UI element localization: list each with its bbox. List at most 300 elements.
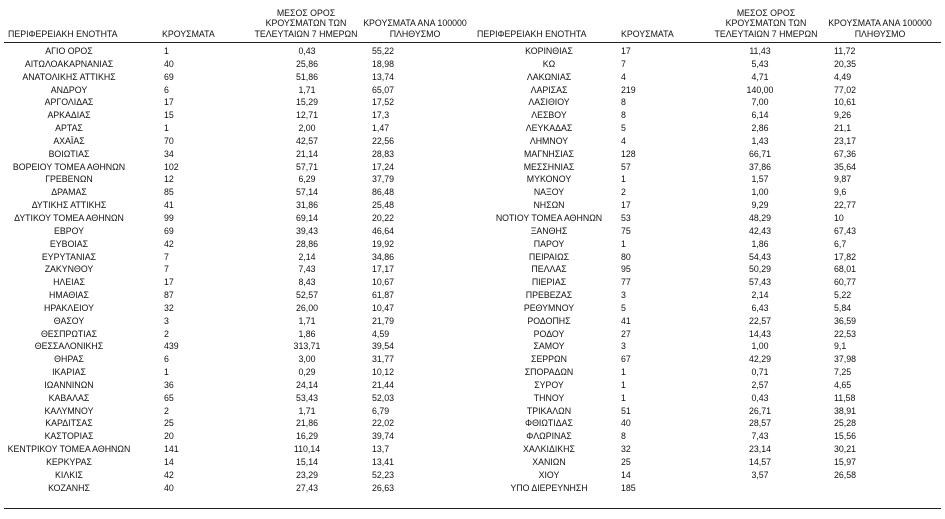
left-per100k-cell: 37,79 [372,174,395,185]
right-cases-cell: 17 [621,200,631,211]
left-per100k-cell: 28,83 [372,148,395,159]
left-region-cell: ΙΚΑΡΙΑΣ [52,367,86,378]
left-per100k-cell: 4,59 [372,328,390,339]
left-per100k-cell: 13,74 [372,71,395,82]
left-per100k-cell: 65,07 [372,84,395,95]
right-per100k-cell: 9,6 [834,187,847,198]
right-avg7-cell: 11,43 [749,46,771,56]
header-region-left: ΠΕΡΙΦΕΡΕΙΑΚΗ ΕΝΟΤΗΤΑ [8,28,118,39]
left-per100k-cell: 21,44 [372,379,395,390]
right-avg7-cell: 37,86 [748,161,771,172]
left-avg7-cell: 2,00 [298,123,316,134]
right-region-cell: ΦΘΙΩΤΙΔΑΣ [525,418,573,429]
left-cases-cell: 1 [164,46,169,56]
left-cases-cell: 40 [164,482,174,493]
header-per100k-right: ΚΡΟΥΣΜΑΤΑ ΑΝΑ 100000 ΠΛΗΘΥΣΜΟ [828,18,932,39]
right-cases-cell: 14 [621,469,631,480]
left-region-cell: ΙΩΑΝΝΙΝΩΝ [44,379,94,390]
left-cases-cell: 2 [164,328,169,339]
table-row [4,366,941,379]
right-avg7-cell: 48,29 [748,212,771,223]
right-avg7-cell: 50,29 [748,264,771,275]
right-per100k-cell: 25,28 [834,418,857,429]
right-avg7-cell: 0,43 [751,392,769,403]
right-per100k-cell: 15,56 [834,431,857,442]
left-per100k-cell: 52,23 [372,469,395,480]
table-row [4,289,941,302]
right-avg7-cell: 66,71 [748,148,771,159]
right-cases-cell: 219 [621,84,636,95]
table-row [4,225,941,238]
right-region-cell: ΤΡΙΚΑΛΩΝ [526,405,572,416]
table-row [4,392,941,405]
left-avg7-cell: 57,14 [295,187,318,198]
right-avg7-cell: 0,71 [751,367,769,378]
left-avg7-cell: 21,86 [295,418,318,429]
left-avg7-cell: 23,29 [295,469,318,480]
right-avg7-cell: 23,14 [748,444,771,455]
right-per100k-cell: 10 [834,212,844,223]
header-avg7-right: ΜΕΣΟΣ ΟΡΟΣ ΚΡΟΥΣΜΑΤΩΝ ΤΩΝ ΤΕΛΕΥΤΑΙΩΝ 7 ΗΜΕΡΩΝ [714,7,818,39]
left-per100k-cell: 1,47 [372,123,390,134]
right-per100k-cell: 9,87 [834,174,852,185]
left-cases-cell: 7 [164,264,169,275]
right-avg7-cell: 9,29 [751,200,769,211]
right-avg7-cell: 7,43 [751,431,769,442]
left-cases-cell: 32 [164,302,174,313]
right-cases-cell: 75 [621,225,631,236]
header-divider [4,42,941,43]
left-per100k-cell: 10,67 [372,277,395,288]
right-cases-cell: 2 [621,187,626,198]
table-row [4,173,941,186]
right-region-cell: ΦΛΩΡΙΝΑΣ [526,431,572,442]
right-cases-cell: 53 [621,212,631,223]
table-row [4,109,941,122]
right-cases-cell: 8 [621,97,626,108]
left-region-cell: ΚΕΝΤΡΙΚΟΥ ΤΟΜΕΑ ΑΘΗΝΩΝ [7,444,131,455]
right-per100k-cell: 22,77 [834,200,857,211]
right-cases-cell: 95 [621,264,631,275]
table-row [4,58,941,71]
table-row [4,430,941,443]
right-cases-cell: 4 [621,135,626,146]
left-cases-cell: 36 [164,379,174,390]
left-cases-cell: 69 [164,225,174,236]
right-avg7-cell: 2,14 [751,290,769,301]
right-avg7-cell: 42,29 [748,354,771,365]
right-per100k-cell: 11,58 [834,392,856,403]
left-per100k-cell: 17,17 [372,264,395,275]
right-per100k-cell: 68,01 [834,264,857,275]
left-region-cell: ΚΑΒΑΛΑΣ [48,392,90,403]
left-cases-cell: 14 [164,457,174,467]
left-cases-cell: 1 [164,367,169,378]
left-avg7-cell: 110,14 [293,444,321,455]
table-row [4,469,941,482]
table-row [4,199,941,212]
right-avg7-cell: 2,86 [751,123,769,134]
right-region-cell: ΝΟΤΙΟΥ ΤΟΜΕΑ ΑΘΗΝΩΝ [495,212,603,223]
left-region-cell: ΔΡΑΜΑΣ [51,187,87,198]
left-cases-cell: 6 [164,84,169,95]
left-cases-cell: 70 [164,135,174,146]
left-avg7-cell: 1,86 [298,328,316,339]
left-per100k-cell: 46,64 [372,225,395,236]
left-avg7-cell: 0,43 [298,46,316,56]
left-region-cell: ΕΒΡΟΥ [53,225,85,236]
left-per100k-cell: 17,24 [372,161,395,172]
left-region-cell: ΘΕΣΣΑΛΟΝΙΚΗΣ [34,341,104,352]
right-per100k-cell: 6,7 [834,238,847,249]
left-avg7-cell: 15,14 [295,457,318,467]
header-region-right: ΠΕΡΙΦΕΡΕΙΑΚΗ ΕΝΟΤΗΤΑ [477,28,587,39]
right-cases-cell: 3 [621,341,626,352]
right-avg7-cell: 6,43 [751,302,769,313]
left-region-cell: ΘΗΡΑΣ [54,354,84,365]
left-avg7-cell: 0,29 [298,367,316,378]
right-cases-cell: 8 [621,431,626,442]
left-per100k-cell: 6,79 [372,405,390,416]
left-cases-cell: 20 [164,431,174,442]
table-row [4,238,941,251]
left-cases-cell: 12 [164,174,174,185]
table-row [4,161,941,174]
right-per100k-cell: 20,35 [834,58,857,69]
right-cases-cell: 51 [621,405,631,416]
right-region-cell: ΤΗΝΟΥ [533,392,565,403]
left-region-cell: ΓΡΕΒΕΝΩΝ [45,174,93,185]
left-avg7-cell: 28,86 [295,238,318,249]
left-avg7-cell: 52,57 [295,290,318,301]
left-region-cell: ΑΝΑΤΟΛΙΚΗΣ ΑΤΤΙΚΗΣ [22,71,116,82]
left-avg7-cell: 25,86 [295,58,318,69]
covid-cases-table [4,4,941,493]
right-avg7-cell: 1,00 [751,187,769,198]
left-cases-cell: 17 [164,97,174,108]
left-per100k-cell: 10,47 [372,302,395,313]
left-avg7-cell: 1,71 [298,84,316,95]
right-cases-cell: 67 [621,354,631,365]
right-region-cell: ΣΑΜΟΥ [533,341,565,352]
left-region-cell: ΒΟΡΕΙΟΥ ΤΟΜΕΑ ΑΘΗΝΩΝ [12,161,126,172]
left-per100k-cell: 61,87 [372,290,395,301]
right-avg7-cell: 14,43 [748,328,771,339]
left-per100k-cell: 22,02 [372,418,395,429]
left-cases-cell: 439 [164,341,179,352]
left-per100k-cell: 31,77 [372,354,395,365]
left-avg7-cell: 7,43 [298,264,316,275]
table-row [4,45,941,58]
right-cases-cell: 77 [621,277,631,288]
left-avg7-cell: 51,86 [295,71,318,82]
right-per100k-cell: 67,36 [834,148,857,159]
left-avg7-cell: 31,86 [295,200,318,211]
table-body [4,45,941,495]
right-region-cell: ΝΗΣΩΝ [533,200,565,211]
left-avg7-cell: 1,71 [298,315,316,326]
right-avg7-cell: 1,43 [751,135,769,146]
table-row [4,276,941,289]
right-cases-cell: 32 [621,444,631,455]
left-avg7-cell: 24,14 [295,379,318,390]
right-cases-cell: 128 [621,148,636,159]
right-region-cell: ΥΠΟ ΔΙΕΡΕΥΝΗΣΗ [510,482,588,493]
table-row [4,84,941,97]
right-per100k-cell: 10,61 [834,97,857,108]
right-cases-cell: 27 [621,328,631,339]
left-region-cell: ΚΑΡΔΙΤΣΑΣ [45,418,93,429]
left-cases-cell: 99 [164,212,174,223]
header-cases-left: ΚΡΟΥΣΜΑΤΑ [162,28,215,39]
left-avg7-cell: 3,00 [298,354,316,365]
left-region-cell: ΚΙΛΚΙΣ [55,469,83,480]
left-per100k-cell: 18,98 [372,58,395,69]
left-region-cell: ΕΥΒΟΙΑΣ [49,238,89,249]
table-row [4,456,941,469]
left-avg7-cell: 313,71 [293,341,321,352]
left-region-cell: ΑΡΚΑΔΙΑΣ [47,110,91,121]
right-cases-cell: 57 [621,161,631,172]
right-avg7-cell: 42,43 [748,225,771,236]
left-region-cell: ΑΓΙΟ ΟΡΟΣ [45,46,93,56]
table-row [4,186,941,199]
table-row [4,263,941,276]
left-cases-cell: 69 [164,71,174,82]
right-region-cell: ΣΕΡΡΩΝ [531,354,567,365]
left-per100k-cell: 52,03 [372,392,395,403]
right-region-cell: ΡΕΘΥΜΝΟΥ [523,302,575,313]
right-cases-cell: 1 [621,238,626,249]
left-region-cell: ΚΕΡΚΥΡΑΣ [46,457,92,467]
left-region-cell: ΗΛΕΙΑΣ [53,277,85,288]
left-region-cell: ΕΥΡΥΤΑΝΙΑΣ [41,251,97,262]
table-row [4,315,941,328]
left-region-cell: ΑΝΔΡΟΥ [50,84,88,95]
right-region-cell: ΜΥΚΟΝΟΥ [526,174,572,185]
table-row [4,96,941,109]
left-region-cell: ΑΡΤΑΣ [55,123,83,134]
left-avg7-cell: 8,43 [298,277,316,288]
left-avg7-cell: 69,14 [295,212,318,223]
right-avg7-cell: 1,57 [751,174,769,185]
right-avg7-cell: 1,86 [751,238,769,249]
right-per100k-cell: 30,21 [834,444,857,455]
right-cases-cell: 41 [621,315,631,326]
right-cases-cell: 8 [621,110,626,121]
right-region-cell: ΜΕΣΣΗΝΙΑΣ [523,161,575,172]
right-per100k-cell: 9,1 [834,341,847,352]
left-avg7-cell: 39,43 [295,225,318,236]
right-per100k-cell: 36,59 [834,315,857,326]
left-per100k-cell: 13,41 [372,457,395,467]
header-cases-right: ΚΡΟΥΣΜΑΤΑ [621,28,674,39]
table-row [4,405,941,418]
right-per100k-cell: 7,25 [834,367,852,378]
right-cases-cell: 7 [621,58,626,69]
left-region-cell: ΒΟΙΩΤΙΑΣ [48,148,90,159]
left-region-cell: ΚΑΣΤΟΡΙΑΣ [44,431,94,442]
table-row [4,251,941,264]
right-avg7-cell: 2,57 [751,379,769,390]
left-avg7-cell: 1,71 [298,405,316,416]
bottom-divider [4,508,941,509]
table-row [4,302,941,315]
left-cases-cell: 17 [164,277,174,288]
table-row [4,353,941,366]
right-cases-cell: 1 [621,174,626,185]
left-per100k-cell: 10,12 [372,367,395,378]
left-per100k-cell: 26,63 [372,482,395,493]
left-avg7-cell: 2,14 [298,251,316,262]
left-region-cell: ΖΑΚΥΝΘΟΥ [44,264,94,275]
left-per100k-cell: 21,79 [372,315,395,326]
right-per100k-cell: 11,72 [834,46,856,56]
right-region-cell: ΚΟΡΙΝΘΙΑΣ [525,46,573,56]
right-region-cell: ΜΑΓΝΗΣΙΑΣ [524,148,574,159]
right-region-cell: ΝΑΞΟΥ [533,187,565,198]
right-per100k-cell: 35,64 [834,161,857,172]
right-per100k-cell: 38,91 [834,405,857,416]
right-cases-cell: 185 [621,482,636,493]
right-per100k-cell: 37,98 [834,354,857,365]
right-per100k-cell: 23,17 [834,135,857,146]
right-avg7-cell: 6,14 [751,110,769,121]
left-avg7-cell: 6,29 [298,174,316,185]
table-row [4,122,941,135]
right-region-cell: ΧΙΟΥ [538,469,560,480]
table-row [4,482,941,495]
left-cases-cell: 42 [164,469,174,480]
right-region-cell: ΧΑΛΚΙΔΙΚΗΣ [523,444,575,455]
right-avg7-cell: 1,00 [751,341,769,352]
left-avg7-cell: 53,43 [295,392,318,403]
left-cases-cell: 85 [164,187,174,198]
table-row [4,148,941,161]
left-avg7-cell: 16,29 [295,431,318,442]
left-per100k-cell: 39,54 [372,341,395,352]
right-region-cell: ΠΕΛΛΑΣ [531,264,567,275]
right-region-cell: ΠΑΡΟΥ [533,238,565,249]
right-per100k-cell: 60,77 [834,277,857,288]
header-per100k-left: ΚΡΟΥΣΜΑΤΑ ΑΝΑ 100000 ΠΛΗΘΥΣΜΟ [363,18,467,39]
right-cases-cell: 5 [621,302,626,313]
left-avg7-cell: 42,57 [295,135,318,146]
left-cases-cell: 1 [164,123,169,134]
table-row [4,135,941,148]
right-region-cell: ΛΕΥΚΑΔΑΣ [525,123,573,134]
right-region-cell: ΣΥΡΟΥ [534,379,564,390]
left-region-cell: ΚΑΛΥΜΝΟΥ [44,405,94,416]
left-avg7-cell: 12,71 [295,110,318,121]
right-cases-cell: 1 [621,392,626,403]
table-row [4,212,941,225]
right-avg7-cell: 57,43 [748,277,771,288]
right-region-cell: ΡΟΔΟΥ [533,328,565,339]
right-avg7-cell: 5,43 [751,58,769,69]
left-region-cell: ΔΥΤΙΚΗΣ ΑΤΤΙΚΗΣ [31,200,107,211]
left-per100k-cell: 17,52 [372,97,395,108]
right-per100k-cell: 21,1 [834,123,852,134]
right-per100k-cell: 17,82 [834,251,857,262]
right-region-cell: ΛΑΡΙΣΑΣ [530,84,568,95]
left-cases-cell: 41 [164,200,174,211]
left-per100k-cell: 19,92 [372,238,395,249]
left-cases-cell: 7 [164,251,169,262]
right-avg7-cell: 3,57 [751,469,769,480]
right-avg7-cell: 14,57 [748,457,771,467]
right-region-cell: ΛΕΣΒΟΥ [531,110,567,121]
left-per100k-cell: 13,7 [372,444,390,455]
left-per100k-cell: 22,56 [372,135,395,146]
right-region-cell: ΛΑΚΩΝΙΑΣ [526,71,572,82]
table-header [4,4,941,41]
left-avg7-cell: 27,43 [295,482,318,493]
left-region-cell: ΔΥΤΙΚΟΥ ΤΟΜΕΑ ΑΘΗΝΩΝ [14,212,124,223]
right-cases-cell: 17 [621,46,631,56]
right-region-cell: ΧΑΝΙΩΝ [532,457,566,467]
right-avg7-cell: 7,00 [751,97,769,108]
left-cases-cell: 40 [164,58,174,69]
right-cases-cell: 25 [621,457,631,467]
left-per100k-cell: 25,48 [372,200,395,211]
left-region-cell: ΚΟΖΑΝΗΣ [48,482,90,493]
header-avg7-left: ΜΕΣΟΣ ΟΡΟΣ ΚΡΟΥΣΜΑΤΩΝ ΤΩΝ ΤΕΛΕΥΤΑΙΩΝ 7 ΗΜΕΡΩΝ [254,7,358,39]
left-region-cell: ΗΡΑΚΛΕΙΟΥ [44,302,94,313]
right-region-cell: ΞΑΝΘΗΣ [530,225,568,236]
left-cases-cell: 42 [164,238,174,249]
left-region-cell: ΑΡΓΟΛΙΔΑΣ [44,97,94,108]
right-region-cell: ΣΠΟΡΑΔΩΝ [524,367,574,378]
left-cases-cell: 141 [164,444,179,455]
left-cases-cell: 15 [164,110,174,121]
right-per100k-cell: 22,53 [834,328,857,339]
right-per100k-cell: 15,97 [834,457,857,467]
table-row [4,328,941,341]
left-cases-cell: 34 [164,148,174,159]
left-cases-cell: 102 [164,161,179,172]
left-per100k-cell: 17,3 [372,110,390,121]
right-cases-cell: 1 [621,379,626,390]
left-cases-cell: 6 [164,354,169,365]
left-avg7-cell: 15,29 [295,97,318,108]
left-region-cell: ΘΕΣΠΡΩΤΙΑΣ [40,328,98,339]
right-cases-cell: 40 [621,418,631,429]
right-region-cell: ΠΡΕΒΕΖΑΣ [525,290,573,301]
left-cases-cell: 2 [164,405,169,416]
table-row [4,71,941,84]
right-per100k-cell: 4,49 [834,71,852,82]
table-row [4,379,941,392]
table-row [4,340,941,353]
right-per100k-cell: 4,65 [834,379,852,390]
left-avg7-cell: 57,71 [295,161,318,172]
left-region-cell: ΗΜΑΘΙΑΣ [49,290,89,301]
right-region-cell: ΚΩ [542,58,556,69]
left-per100k-cell: 20,22 [372,212,395,223]
right-cases-cell: 5 [621,123,626,134]
right-per100k-cell: 67,43 [834,225,857,236]
left-avg7-cell: 21,14 [295,148,318,159]
right-avg7-cell: 4,71 [751,71,769,82]
right-per100k-cell: 9,26 [834,110,852,121]
left-cases-cell: 3 [164,315,169,326]
right-cases-cell: 80 [621,251,631,262]
right-per100k-cell: 26,58 [834,469,857,480]
left-region-cell: ΘΑΣΟΥ [53,315,85,326]
right-cases-cell: 3 [621,290,626,301]
right-per100k-cell: 77,02 [834,84,857,95]
